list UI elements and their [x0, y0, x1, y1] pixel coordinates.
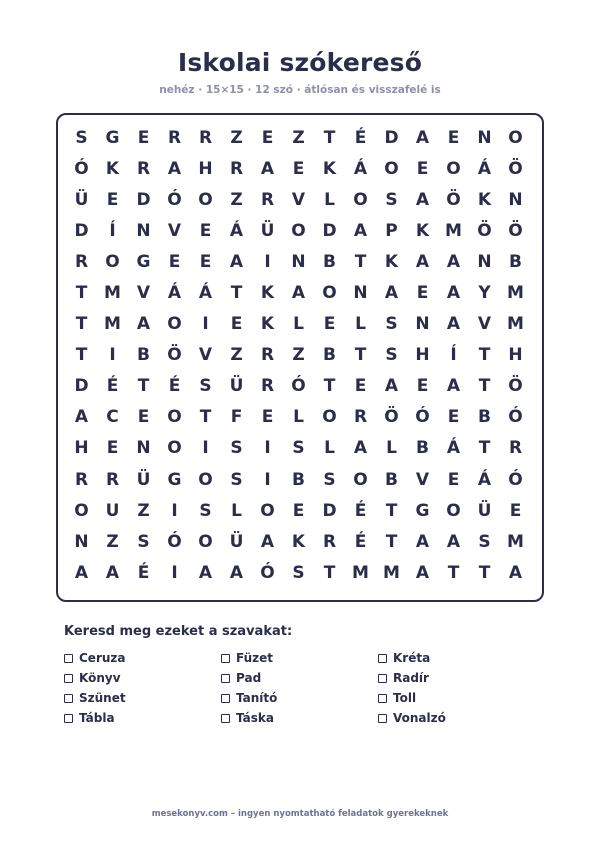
grid-cell: C	[106, 407, 119, 428]
grid-cell: Á	[477, 469, 492, 490]
word-list-item	[221, 688, 378, 708]
grid-cell: E	[230, 314, 243, 335]
grid-cell: T	[75, 314, 88, 335]
grid-cell: A	[260, 531, 275, 552]
grid-cell: S	[292, 562, 305, 583]
grid-cell: Á	[229, 220, 244, 241]
grid-cell: F	[230, 407, 243, 428]
grid-cell: A	[446, 251, 461, 272]
grid-cell: H	[415, 345, 430, 366]
grid-cell: I	[264, 251, 271, 272]
grid-cell: K	[291, 531, 306, 552]
grid-cell: A	[508, 562, 523, 583]
grid-cell: O	[260, 500, 275, 521]
grid-cell: U	[105, 500, 120, 521]
grid-cell: E	[447, 127, 460, 148]
grid-cell: N	[508, 189, 523, 210]
grid-cell: R	[105, 469, 120, 490]
grid-cell: É	[354, 127, 367, 148]
word-list-item	[64, 668, 221, 688]
grid-cell: A	[384, 283, 399, 304]
grid-cell: R	[260, 345, 275, 366]
grid-cell: O	[446, 158, 461, 179]
grid-cell: M	[383, 562, 400, 583]
word-list-item	[221, 668, 378, 688]
grid-cell: Y	[478, 283, 491, 304]
grid-cell: Ö	[508, 220, 523, 241]
grid-cell: L	[231, 500, 242, 521]
grid-cell: K	[322, 158, 337, 179]
word-label: Toll	[393, 691, 417, 705]
grid-cell: N	[415, 314, 430, 335]
grid-cell: P	[385, 220, 398, 241]
grid-cell: A	[136, 314, 151, 335]
grid-cell: I	[264, 469, 271, 490]
checkbox[interactable]	[378, 714, 387, 723]
grid-cell: O	[508, 127, 523, 148]
grid-cell: D	[74, 220, 89, 241]
grid-cell: É	[354, 500, 367, 521]
word-list-item	[64, 688, 221, 708]
word-label: Tanító	[236, 691, 278, 705]
word-label: Tábla	[79, 711, 115, 725]
grid-cell: O	[74, 500, 89, 521]
grid-cell: B	[323, 345, 336, 366]
grid-cell: O	[198, 469, 213, 490]
grid-cell: T	[478, 376, 491, 397]
checkbox[interactable]	[221, 714, 230, 723]
grid-cell: T	[385, 531, 398, 552]
grid-cell: R	[260, 189, 275, 210]
grid-cell: S	[199, 500, 212, 521]
grid-cell: B	[323, 251, 336, 272]
grid-cell: I	[202, 314, 209, 335]
grid-cell: A	[446, 283, 461, 304]
grid-cell: L	[293, 407, 304, 428]
grid-cell: B	[416, 438, 429, 459]
grid-cell: A	[415, 531, 430, 552]
page-title: Iskolai szókereső	[177, 48, 423, 77]
grid-cell: E	[416, 376, 429, 397]
grid-cell: Ó	[508, 407, 523, 428]
grid-cell: B	[137, 345, 150, 366]
grid-cell: E	[323, 314, 336, 335]
grid-cell: V	[167, 220, 182, 241]
word-list-heading: Keresd meg ezeket a szavakat:	[64, 624, 293, 639]
grid-cell: R	[353, 407, 368, 428]
grid-cell: S	[323, 469, 336, 490]
grid-cell: A	[446, 376, 461, 397]
grid-cell: M	[507, 531, 524, 552]
grid-cell: É	[168, 376, 181, 397]
grid-cell: S	[75, 127, 88, 148]
checkbox[interactable]	[221, 654, 230, 663]
grid-cell: O	[167, 407, 182, 428]
grid-cell: R	[136, 158, 151, 179]
grid-cell: B	[292, 469, 305, 490]
grid-cell: K	[260, 314, 275, 335]
grid-cell: V	[291, 189, 306, 210]
grid-cell: O	[322, 407, 337, 428]
grid-cell: Á	[477, 158, 492, 179]
grid-cell: E	[292, 500, 305, 521]
grid-cell: A	[167, 158, 182, 179]
grid-cell: O	[167, 314, 182, 335]
grid-cell: S	[292, 438, 305, 459]
grid-cell: E	[137, 407, 150, 428]
word-label: Kréta	[393, 651, 431, 665]
grid-cell: H	[198, 158, 213, 179]
grid-cell: Z	[292, 127, 305, 148]
grid-cell: É	[354, 531, 367, 552]
grid-cell: E	[106, 438, 119, 459]
grid-cell: Z	[137, 500, 150, 521]
grid-cell: N	[136, 438, 151, 459]
grid-cell: O	[167, 438, 182, 459]
grid-cell: Z	[230, 189, 243, 210]
grid-cell: É	[106, 376, 119, 397]
grid-cell: A	[229, 251, 244, 272]
word-label: Szünet	[79, 691, 126, 705]
grid-cell: I	[171, 500, 178, 521]
grid-cell: S	[230, 469, 243, 490]
grid-cell: S	[385, 189, 398, 210]
grid-cell: E	[292, 158, 305, 179]
grid-cell: A	[415, 251, 430, 272]
word-list-item	[378, 688, 535, 708]
word-list-item	[221, 708, 378, 728]
grid-cell: Ó	[260, 562, 275, 583]
grid-cell: A	[260, 158, 275, 179]
page-subtitle: nehéz · 15×15 · 12 szó · átlósan és visszafelé is	[159, 84, 441, 96]
grid-cell: E	[168, 251, 181, 272]
grid-cell: S	[478, 531, 491, 552]
grid-cell: T	[75, 345, 88, 366]
grid-cell: A	[291, 283, 306, 304]
grid-cell: A	[74, 562, 89, 583]
word-label: Radír	[393, 671, 429, 685]
grid-cell: Ü	[229, 531, 244, 552]
grid-cell: R	[167, 127, 182, 148]
grid-cell: R	[260, 376, 275, 397]
grid-cell: Í	[109, 220, 116, 241]
grid-cell: E	[137, 127, 150, 148]
word-label: Vonalzó	[393, 711, 446, 725]
grid-cell: L	[386, 438, 397, 459]
grid-cell: E	[354, 376, 367, 397]
grid-cell: A	[415, 127, 430, 148]
grid-cell: T	[478, 562, 491, 583]
grid-cell: E	[447, 469, 460, 490]
grid-cell: Ó	[291, 376, 306, 397]
grid-cell: L	[324, 438, 335, 459]
grid-cell: L	[324, 189, 335, 210]
grid-cell: T	[385, 500, 398, 521]
grid-cell: B	[509, 251, 522, 272]
word-list-item	[64, 648, 221, 668]
grid-cell: Z	[230, 345, 243, 366]
word-list-item	[378, 708, 535, 728]
grid-cell: Ü	[74, 189, 89, 210]
grid-cell: R	[322, 531, 337, 552]
grid-cell: Ö	[508, 376, 523, 397]
grid-cell: K	[415, 220, 430, 241]
grid-cell: Z	[106, 531, 119, 552]
grid-cell: V	[415, 469, 430, 490]
word-label: Pad	[236, 671, 262, 685]
grid-cell: N	[477, 127, 492, 148]
grid-cell: R	[198, 127, 213, 148]
grid-cell: I	[264, 438, 271, 459]
grid-cell: S	[230, 438, 243, 459]
grid-cell: I	[171, 562, 178, 583]
grid-cell: A	[384, 376, 399, 397]
word-label: Könyv	[79, 671, 121, 685]
grid-cell: Ü	[136, 469, 151, 490]
grid-cell: E	[416, 283, 429, 304]
grid-cell: N	[74, 531, 89, 552]
grid-cell: T	[354, 251, 367, 272]
grid-cell: B	[478, 407, 491, 428]
grid-cell: V	[198, 345, 213, 366]
grid-cell: Z	[292, 345, 305, 366]
grid-cell: M	[507, 314, 524, 335]
grid-cell: A	[415, 189, 430, 210]
grid-cell: G	[136, 251, 151, 272]
grid-cell: L	[293, 314, 304, 335]
grid-cell: G	[415, 500, 430, 521]
grid-cell: K	[260, 283, 275, 304]
grid-cell: K	[105, 158, 120, 179]
grid-cell: E	[509, 500, 522, 521]
grid-cell: I	[109, 345, 116, 366]
grid-cell: V	[136, 283, 151, 304]
grid-cell: T	[447, 562, 460, 583]
grid-cell: S	[385, 314, 398, 335]
grid-cell: G	[105, 127, 120, 148]
grid-cell: L	[355, 314, 366, 335]
grid-cell: Ö	[446, 189, 461, 210]
grid-cell: D	[384, 127, 399, 148]
grid-cell: T	[323, 127, 336, 148]
grid-cell: E	[199, 220, 212, 241]
grid-cell: O	[353, 469, 368, 490]
grid-cell: A	[446, 314, 461, 335]
grid-cell: M	[445, 220, 462, 241]
grid-cell: K	[384, 251, 399, 272]
grid-cell: E	[261, 127, 274, 148]
grid-cell: T	[323, 376, 336, 397]
grid-cell: Á	[167, 283, 182, 304]
grid-cell: O	[198, 189, 213, 210]
grid-cell: D	[74, 376, 89, 397]
word-list-item	[378, 668, 535, 688]
grid-cell: O	[353, 189, 368, 210]
grid-cell: V	[477, 314, 492, 335]
grid-cell: O	[384, 158, 399, 179]
grid-cell: I	[202, 438, 209, 459]
grid-cell: A	[353, 220, 368, 241]
checkbox[interactable]	[378, 674, 387, 683]
grid-cell: E	[447, 407, 460, 428]
checkbox[interactable]	[64, 694, 73, 703]
grid-cell: A	[446, 531, 461, 552]
grid-cell: H	[508, 345, 523, 366]
word-label: Ceruza	[79, 651, 126, 665]
grid-cell: N	[291, 251, 306, 272]
grid-cell: R	[508, 438, 523, 459]
grid-cell: H	[74, 438, 89, 459]
grid-cell: D	[322, 500, 337, 521]
checkbox[interactable]	[64, 714, 73, 723]
grid-cell: A	[415, 562, 430, 583]
grid-cell: N	[353, 283, 368, 304]
checkbox[interactable]	[221, 694, 230, 703]
grid-cell: R	[229, 158, 244, 179]
grid-cell: A	[353, 438, 368, 459]
grid-cell: M	[352, 562, 369, 583]
grid-cell: Ö	[384, 407, 399, 428]
grid-cell: T	[137, 376, 150, 397]
letter-grid	[66, 122, 531, 588]
grid-cell: G	[167, 469, 182, 490]
grid-cell: O	[322, 283, 337, 304]
grid-cell: E	[199, 251, 212, 272]
grid-cell: Í	[450, 345, 457, 366]
grid-cell: T	[478, 438, 491, 459]
grid-cell: Ö	[508, 158, 523, 179]
grid-cell: E	[106, 189, 119, 210]
grid-cell: T	[199, 407, 212, 428]
footer-text: mesekonyv.com – ingyen nyomtatható feladatok gyerekeknek	[151, 809, 449, 819]
checkbox[interactable]	[221, 674, 230, 683]
word-list	[64, 648, 535, 728]
checkbox[interactable]	[64, 674, 73, 683]
grid-cell: O	[105, 251, 120, 272]
checkbox[interactable]	[378, 654, 387, 663]
grid-cell: Ó	[415, 407, 430, 428]
grid-cell: A	[105, 562, 120, 583]
grid-cell: T	[354, 345, 367, 366]
grid-cell: A	[198, 562, 213, 583]
grid-cell: Ü	[229, 376, 244, 397]
grid-cell: R	[74, 251, 89, 272]
grid-cell: D	[322, 220, 337, 241]
grid-cell: T	[75, 283, 88, 304]
grid-cell: S	[137, 531, 150, 552]
checkbox[interactable]	[378, 694, 387, 703]
grid-cell: K	[477, 189, 492, 210]
word-list-item	[221, 648, 378, 668]
grid-cell: É	[137, 562, 150, 583]
grid-cell: T	[230, 283, 243, 304]
grid-cell: M	[507, 283, 524, 304]
grid-cell: E	[416, 158, 429, 179]
grid-cell: Ó	[167, 531, 182, 552]
grid-cell: N	[136, 220, 151, 241]
grid-cell: M	[104, 314, 121, 335]
grid-cell: Ó	[74, 158, 89, 179]
grid-cell: Á	[198, 283, 213, 304]
grid-cell: Ó	[167, 189, 182, 210]
grid-cell: Ö	[167, 345, 182, 366]
grid-cell: S	[199, 376, 212, 397]
grid-cell: O	[198, 531, 213, 552]
grid-cell: Ö	[477, 220, 492, 241]
word-list-item	[64, 708, 221, 728]
grid-cell: Ü	[477, 500, 492, 521]
grid-cell: B	[385, 469, 398, 490]
grid-cell: S	[385, 345, 398, 366]
grid-cell: O	[446, 500, 461, 521]
grid-cell: Z	[230, 127, 243, 148]
grid-cell: Ü	[260, 220, 275, 241]
grid-cell: E	[261, 407, 274, 428]
grid-cell: R	[74, 469, 89, 490]
grid-cell: M	[104, 283, 121, 304]
grid-cell: Á	[353, 158, 368, 179]
grid-cell: O	[291, 220, 306, 241]
grid-cell: N	[477, 251, 492, 272]
word-label: Táska	[236, 711, 274, 725]
grid-cell: A	[229, 562, 244, 583]
word-list-item	[378, 648, 535, 668]
grid-cell: A	[74, 407, 89, 428]
grid-cell: Ó	[508, 469, 523, 490]
grid-cell: Á	[446, 438, 461, 459]
grid-cell: T	[323, 562, 336, 583]
checkbox[interactable]	[64, 654, 73, 663]
grid-cell: T	[478, 345, 491, 366]
grid-cell: D	[136, 189, 151, 210]
word-label: Füzet	[236, 651, 274, 665]
